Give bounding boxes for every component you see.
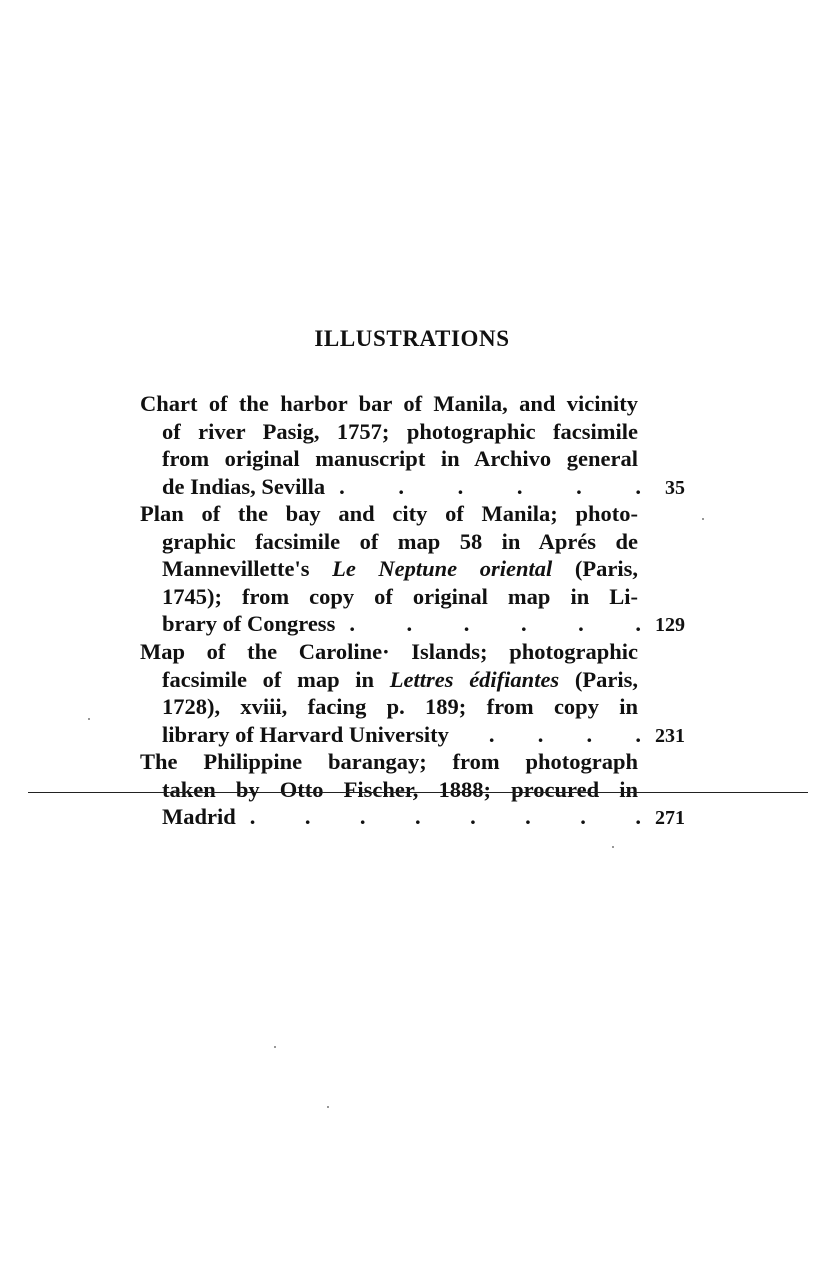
- entry-last-line: [162, 721, 685, 751]
- entry-text: Mannevillette's: [162, 556, 333, 582]
- entry-line: [162, 666, 638, 694]
- illustration-entry-chart-harbor: [140, 390, 685, 502]
- dot-leader: . . . . . .: [339, 473, 641, 499]
- entry-last-line-text: brary of Congress: [162, 611, 336, 637]
- dot-leader: . . . .: [488, 721, 641, 747]
- entry-last-line-text: de Indias, Sevilla: [162, 473, 326, 499]
- entry-line: The Philippine barangay; from photograph: [140, 749, 638, 774]
- book-title: Lettres édifiantes: [389, 666, 560, 692]
- entry-text: (Paris,: [552, 556, 638, 582]
- entry-line: from original manuscript in Archivo general: [162, 446, 638, 472]
- horizontal-rule: [28, 792, 808, 793]
- entry-line: 1745); from copy of original map in Li-: [162, 583, 638, 609]
- entry-line: 1728), xviii, facing p. 189; from copy in: [162, 694, 638, 720]
- scan-speck: [612, 846, 614, 848]
- illustration-entry-map-caroline: [140, 638, 685, 750]
- illustration-entry-barangay: [140, 748, 685, 833]
- page-number: 129: [655, 614, 685, 637]
- dot-leader: . . . . . . . .: [249, 804, 641, 830]
- entry-line: [162, 555, 638, 583]
- scan-speck: [702, 518, 704, 520]
- entry-line: graphic facsimile of map 58 in Aprés de: [162, 528, 638, 554]
- entry-last-line: [162, 610, 685, 640]
- illustration-entry-plan-bay: [140, 500, 685, 640]
- dot-leader: . . . . . .: [349, 611, 641, 637]
- scan-speck: [274, 1046, 276, 1048]
- page-number: 35: [665, 476, 685, 499]
- entry-last-line-text: library of Harvard University: [162, 721, 449, 747]
- entry-last-line: [162, 803, 685, 833]
- scan-speck: [327, 1106, 329, 1108]
- page-number: 271: [655, 807, 685, 830]
- entry-line: of river Pasig, 1757; photographic facsimile: [162, 418, 638, 444]
- entry-text: (Paris,: [559, 666, 638, 692]
- entry-line: taken by Otto Fischer, 1888; procured in: [162, 776, 638, 802]
- page-title: ILLUSTRATIONS: [314, 326, 510, 351]
- entry-line: Plan of the bay and city of Manila; photo-: [140, 501, 638, 526]
- page-number: 231: [655, 724, 685, 747]
- entry-line: Map of the Caroline· Islands; photographic: [140, 639, 638, 664]
- entry-last-line-text: Madrid: [162, 804, 236, 830]
- entry-last-line: [162, 473, 685, 503]
- entry-line: Chart of the harbor bar of Manila, and vicinity: [140, 391, 638, 416]
- entry-text: facsimile of map in: [162, 666, 390, 692]
- scan-speck: [88, 718, 90, 720]
- book-title: Le Neptune oriental: [332, 556, 553, 582]
